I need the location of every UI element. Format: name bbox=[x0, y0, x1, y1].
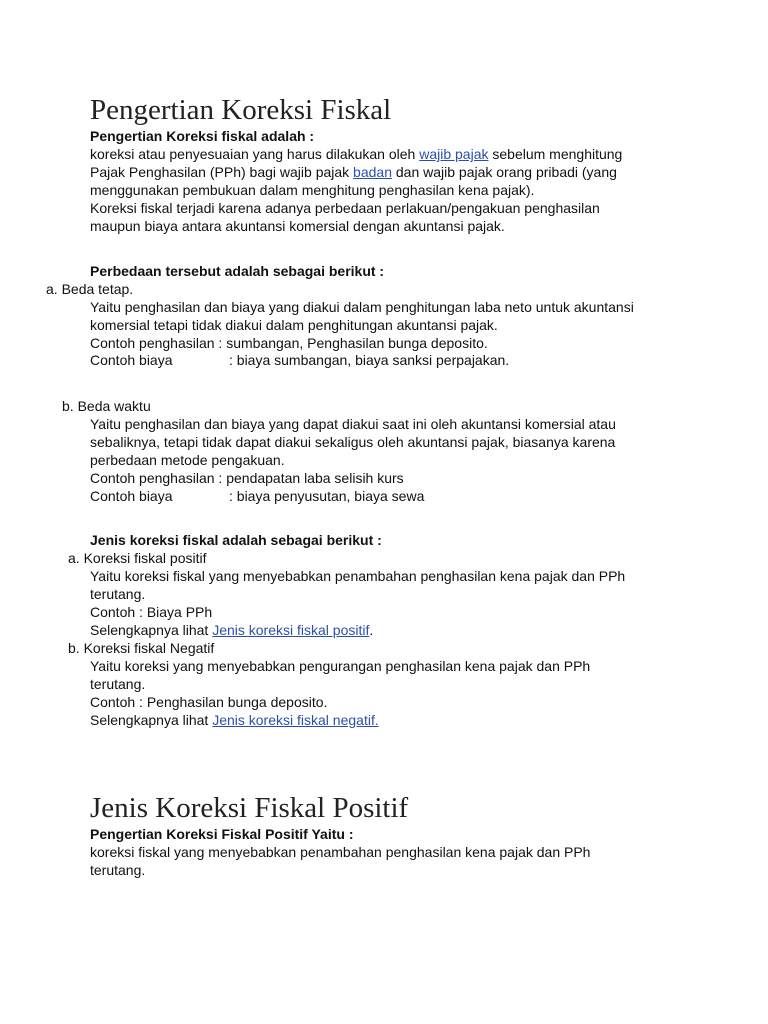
paragraph-line: terutang. bbox=[90, 676, 146, 692]
text-fragment: koreksi atau penyesuaian yang harus dilakukan oleh bbox=[90, 146, 420, 162]
text-fragment: Selengkapnya lihat bbox=[90, 622, 213, 638]
list-item-koreksi-positif: a. Koreksi fiskal positif bbox=[68, 550, 207, 566]
example-cost bbox=[90, 487, 424, 505]
definition-line bbox=[90, 163, 617, 181]
paragraph-line: Yaitu koreksi fiskal yang menyebabkan penambahan penghasilan kena pajak dan PPh bbox=[90, 568, 626, 584]
example-value: : biaya sumbangan, biaya sanksi perpajakan. bbox=[229, 352, 510, 368]
example-cost bbox=[90, 351, 509, 369]
paragraph-line: komersial tetapi tidak diakui dalam penghitungan akuntansi pajak. bbox=[90, 317, 498, 333]
example-line: Contoh : Penghasilan bunga deposito. bbox=[90, 694, 328, 710]
types-heading: Jenis koreksi fiskal adalah sebagai berikut : bbox=[90, 532, 382, 548]
list-item-koreksi-negatif: b. Koreksi fiskal Negatif bbox=[68, 640, 215, 656]
paragraph-line: terutang. bbox=[90, 586, 146, 602]
text-fragment: Pajak Penghasilan (PPh) bagi wajib pajak bbox=[90, 164, 354, 180]
example-value: : biaya penyusutan, biaya sewa bbox=[229, 488, 425, 504]
see-more-line bbox=[90, 711, 379, 729]
example-label: Contoh biaya bbox=[90, 352, 173, 368]
example-income bbox=[90, 334, 488, 352]
link-badan[interactable]: badan bbox=[353, 164, 392, 180]
text-fragment: dan wajib pajak orang pribadi (yang bbox=[391, 164, 617, 180]
example-label: Contoh penghasilan : bbox=[90, 470, 223, 486]
link-jenis-koreksi-positif[interactable]: Jenis koreksi fiskal positif bbox=[212, 622, 370, 638]
definition-line: maupun biaya antara akuntansi komersial dengan akuntansi pajak. bbox=[90, 218, 505, 234]
list-item-beda-waktu: b. Beda waktu bbox=[62, 398, 151, 414]
definition-line: Koreksi fiskal terjadi karena adanya perbedaan perlakuan/pengakuan penghasilan bbox=[90, 200, 600, 216]
example-label: Contoh biaya bbox=[90, 488, 173, 504]
definition-heading: Pengertian Koreksi fiskal adalah : bbox=[90, 128, 315, 144]
text-fragment: sebelum menghitung bbox=[488, 146, 623, 162]
paragraph-line: Yaitu penghasilan dan biaya yang diakui dalam penghitungan laba neto untuk akuntansi bbox=[90, 299, 634, 315]
paragraph-line: sebaliknya, tetapi tidak dapat diakui sekaligus oleh akuntansi pajak, biasanya karena bbox=[90, 434, 616, 450]
paragraph-line: Yaitu koreksi yang menyebabkan pengurangan penghasilan kena pajak dan PPh bbox=[90, 658, 591, 674]
example-line: Contoh : Biaya PPh bbox=[90, 604, 213, 620]
paragraph-line: perbedaan metode pengakuan. bbox=[90, 452, 285, 468]
example-label: Contoh penghasilan : bbox=[90, 335, 223, 351]
see-more-line bbox=[90, 621, 373, 639]
definition-line: menggunakan pembukuan dalam menghitung penghasilan kena pajak). bbox=[90, 182, 535, 198]
text-fragment: . bbox=[369, 622, 374, 638]
section-title-jenis-positif: Jenis Koreksi Fiskal Positif bbox=[90, 792, 409, 824]
example-value: sumbangan, Penghasilan bunga deposito. bbox=[222, 335, 488, 351]
link-jenis-koreksi-negatif[interactable]: Jenis koreksi fiskal negatif. bbox=[212, 712, 379, 728]
paragraph-line: Yaitu penghasilan dan biaya yang dapat diakui saat ini oleh akuntansi komersial atau bbox=[90, 416, 616, 432]
definition-line bbox=[90, 145, 622, 163]
example-value: pendapatan laba selisih kurs bbox=[222, 470, 404, 486]
example-income bbox=[90, 469, 404, 487]
text-fragment: Selengkapnya lihat bbox=[90, 712, 213, 728]
list-item-beda-tetap: a. Beda tetap. bbox=[46, 281, 134, 297]
section-title-pengertian: Pengertian Koreksi Fiskal bbox=[90, 94, 392, 126]
paragraph-line: koreksi fiskal yang menyebabkan penambahan penghasilan kena pajak dan PPh bbox=[90, 844, 591, 860]
paragraph-line: terutang. bbox=[90, 862, 146, 878]
link-wajib-pajak[interactable]: wajib pajak bbox=[419, 146, 489, 162]
differences-heading: Perbedaan tersebut adalah sebagai berikut : bbox=[90, 263, 385, 279]
positive-definition-heading: Pengertian Koreksi Fiskal Positif Yaitu : bbox=[90, 826, 354, 842]
